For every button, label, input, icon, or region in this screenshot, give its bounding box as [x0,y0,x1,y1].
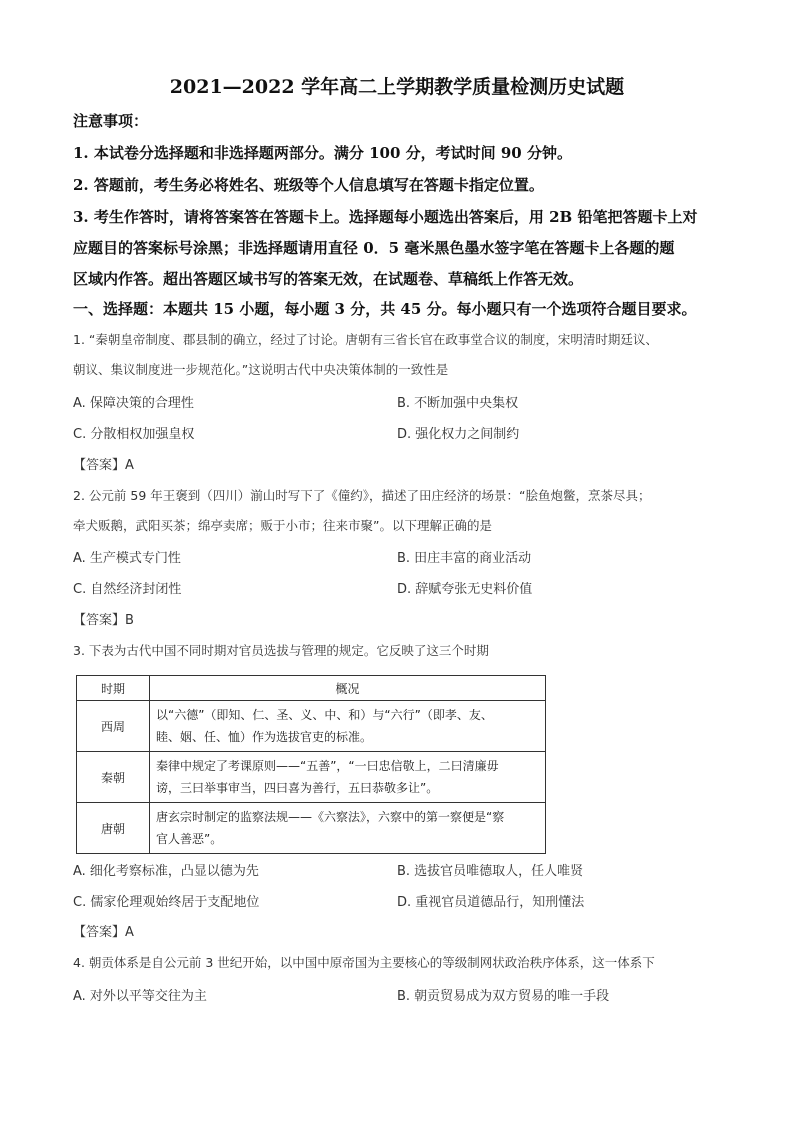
table-header-overview: 概况 [150,676,546,701]
question-3-option-c: C. 儒家伦理观始终居于支配地位 [73,895,260,910]
question-3-option-a: A. 细化考察标准，凸显以德为先 [73,864,259,879]
question-1-option-d: D. 强化权力之间制约 [397,427,520,442]
answer-value: A [125,458,134,473]
table-cell-line: 唐玄宗时制定的监察法规——《六察法》，六察中的第一察便是“察 [156,810,505,824]
question-2-option-d: D. 辞赋夸张无史料价值 [397,582,533,597]
answer-label: 【答案】 [73,613,126,628]
notice-heading: 注意事项： [73,112,149,130]
question-2-answer [73,609,134,628]
answer-label: 【答案】 [73,458,126,473]
question-1-option-b: B. 不断加强中央集权 [397,396,519,411]
question-1-answer [73,454,134,473]
table-cell-desc [150,803,546,854]
question-4-stem: 4. 朝贡体系是自公元前 3 世纪开始，以中国中原帝国为主要核心的等级制网状政治秩序体系，这一体系下 [73,955,655,970]
table-row [77,701,546,752]
table-header-period: 时期 [77,676,150,701]
question-3-stem: 3. 下表为古代中国不同时期对官员选拔与管理的规定。它反映了这三个时期 [73,643,489,658]
question-4-option-b: B. 朝贡贸易成为双方贸易的唯一手段 [397,989,610,1004]
table-cell-period: 唐朝 [77,803,150,854]
question-3-answer [73,921,134,940]
notice-item-1: 1. 本试卷分选择题和非选择题两部分。满分 100 分，考试时间 90 分钟。 [73,144,572,162]
table-cell-line: 睦、姻、任、恤）作为选拔官吏的标准。 [156,730,373,744]
exam-title: 2021—2022 学年高二上学期教学质量检测历史试题 [169,76,625,98]
question-2-stem-line-2: 牵犬贩鹅，武阳买茶；绵亭卖席；贩于小市；往来市聚”。以下理解正确的是 [73,518,492,533]
table-cell-desc [150,752,546,803]
question-1-option-c: C. 分散相权加强皇权 [73,427,195,442]
answer-value: B [125,613,134,628]
notice-item-3: 3. 考生作答时，请将答案答在答题卡上。选择题每小题选出答案后，用 2B 铅笔把答题卡上对 [73,208,698,226]
question-1-option-a: A. 保障决策的合理性 [73,396,194,411]
section-heading: 一、选择题：本题共 15 小题，每小题 3 分，共 45 分。每小题只有一个选项符合题目要求。 [73,300,697,318]
notice-item-2: 2. 答题前，考生务必将姓名、班级等个人信息填写在答题卡指定位置。 [73,176,544,194]
table-cell-line: 秦律中规定了考课原则——“五善”，“一曰忠信敬上，二曰清廉毋 [156,759,499,773]
table-cell-line: 谤，三曰举事审当，四曰喜为善行，五曰恭敬多让”。 [156,781,439,795]
table-row [77,752,546,803]
table-cell-desc [150,701,546,752]
answer-value: A [125,925,134,940]
table-cell-period: 西周 [77,701,150,752]
notice-item-3-cont-1: 应题目的答案标号涂黑；非选择题请用直径 0．5 毫米黑色墨水签字笔在答题卡上各题的题 [73,239,675,257]
notice-item-3-cont-2: 区域内作答。超出答题区域书写的答案无效，在试题卷、草稿纸上作答无效。 [73,270,584,288]
table-row [77,803,546,854]
question-2-stem-line-1: 2. 公元前 59 年王褒到（四川）湔山时写下了《僮约》，描述了田庄经济的场景：“脍鱼炮鳖，烹茶尽具； [73,488,651,503]
table-cell-line: 以“六德”（即知、仁、圣、义、中、和）与“六行”（即孝、友、 [156,708,493,722]
table-cell-line: 官人善恶”。 [156,832,223,846]
question-2-option-c: C. 自然经济封闭性 [73,582,182,597]
question-2-option-a: A. 生产模式专门性 [73,551,181,566]
regulation-table [76,675,546,854]
question-1-stem-line-2: 朝议、集议制度进一步规范化。”这说明古代中央决策体制的一致性是 [73,362,449,377]
table-cell-period: 秦朝 [77,752,150,803]
question-2-option-b: B. 田庄丰富的商业活动 [397,551,532,566]
question-3-option-d: D. 重视官员道德品行，知刑懂法 [397,895,585,910]
question-1-stem-line-1: 1. “秦朝皇帝制度、郡县制的确立，经过了讨论。唐朝有三省长官在政事堂合议的制度，宋明清时期廷议、 [73,332,658,347]
question-3-option-b: B. 选拔官员唯德取人，任人唯贤 [397,864,584,879]
answer-label: 【答案】 [73,925,126,940]
question-4-option-a: A. 对外以平等交往为主 [73,989,207,1004]
table-header-row [77,676,546,701]
